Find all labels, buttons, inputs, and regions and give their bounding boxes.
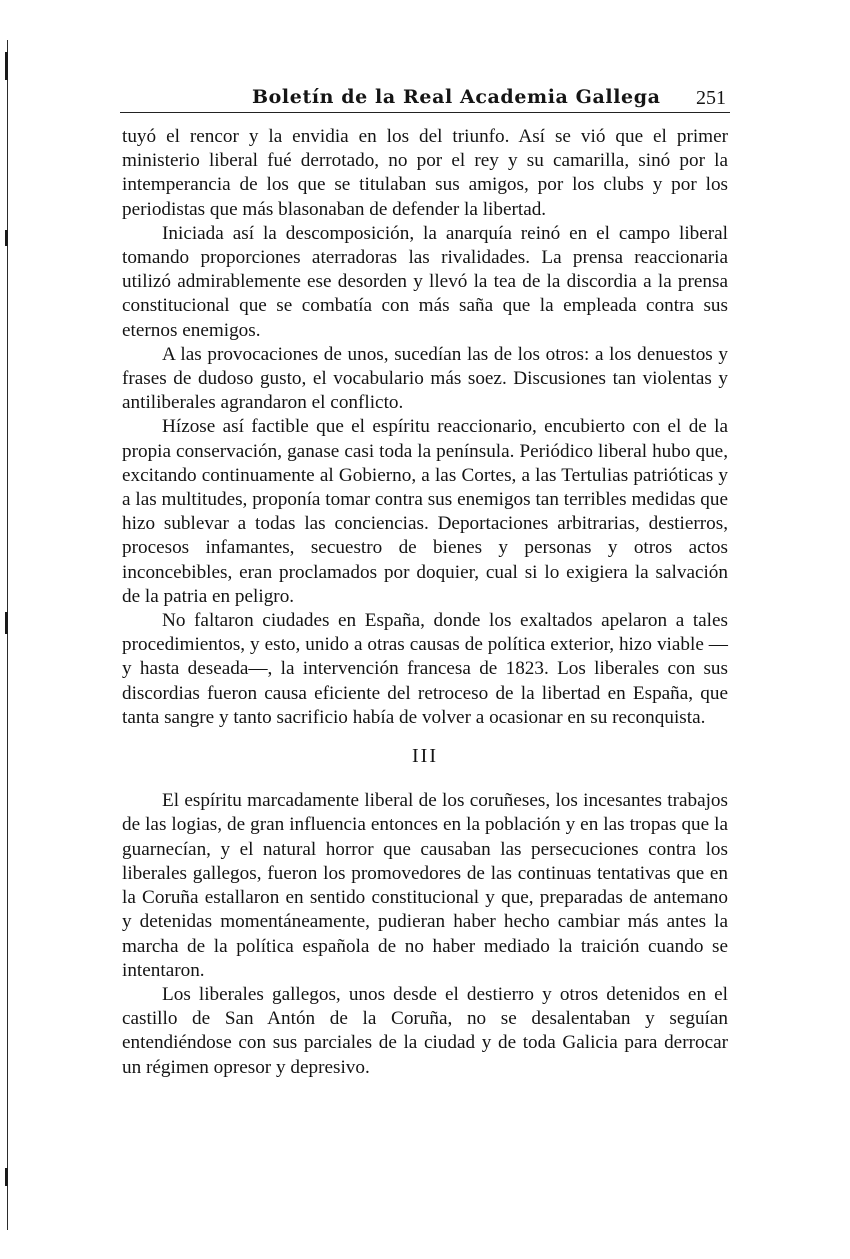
binding-margin-line (7, 40, 8, 1230)
paragraph: Iniciada así la descomposición, la anarquía reinó en el campo liberal tomando proporciones aterradoras las rivalidades. La prensa reaccionaria utilizó admirablemente ese desorden y llevó la tea de la discordia a la prensa constitucional que se combatía con más saña que la empleada contra sus eternos enemigos. (122, 222, 728, 341)
paragraph: A las provocaciones de unos, sucedían las de los otros: a los denuestos y frases de dudoso gusto, el vocabulario más soez. Discusiones tan violentas y antiliberales agrandaron el conflicto. (122, 343, 728, 414)
page-header (120, 84, 730, 114)
section-heading: III (412, 745, 438, 768)
header-rule (120, 112, 730, 113)
margin-mark (5, 52, 8, 80)
paragraph: El espíritu marcadamente liberal de los coruñeses, los incesantes trabajos de las logias, de gran influencia entonces en la población y en las tropas que la guarnecían, y el natural horror que causaban las persecuciones contra los liberales gallegos, fueron los promovedores de las continuas tentativas que en la Coruña estallaron en sentido constitucional y que, preparadas de antemano y detenidas momentáneamente, pudieran haber hecho cambiar más antes la marcha de la política española de no haber mediado la traición cuando se intentaron. (122, 790, 728, 981)
paragraph: Los liberales gallegos, unos desde el destierro y otros detenidos en el castillo de San Antón de la Coruña, no se desalentaban y seguían entendiéndose con sus parciales de la ciudad y de toda Galicia para derrocar un régimen opresor y depresivo. (122, 983, 728, 1078)
body-text (122, 125, 728, 1080)
paragraph: Hízose así factible que el espíritu reaccionario, encubierto con el de la propia conservación, ganase casi toda la península. Periódico liberal hubo que, excitando continuamente al Gobierno, a las Cortes, a las Tertulias patrióticas y a las multitudes, proponía tomar contra sus enemigos tan terribles medidas que hizo sublevar a todas las conciencias. Deportaciones arbitrarias, destierros, procesos infamantes, secuestro de bienes y personas y otros actos inconcebibles, eran proclamados por doquier, cual si lo exigiera la salvación de la patria en peligro. (122, 416, 728, 607)
margin-mark (5, 612, 8, 634)
paragraph: No faltaron ciudades en España, donde los exaltados apelaron a tales procedimientos, y esto, unido a otras causas de política exterior, hizo viable —y hasta deseada—, la intervención francesa de 1823. Los liberales con sus discordias fueron causa eficiente del retroceso de la libertad en España, que tanta sangre y tanto sacrificio había de volver a ocasionar en su reconquista. (122, 610, 728, 728)
page-number: 251 (696, 87, 726, 109)
margin-mark (5, 1168, 8, 1186)
paragraph: tuyó el rencor y la envidia en los del triunfo. Así se vió que el primer ministerio liberal fué derrotado, no por el rey y su camarilla, sinó por la intemperancia de los que se titulaban sus amigos, por los clubs y por los periodistas que más blasonaban de defender la libertad. (122, 126, 728, 220)
margin-mark (5, 230, 8, 246)
running-title: Boletín de la Real Academia Gallega (252, 86, 661, 108)
